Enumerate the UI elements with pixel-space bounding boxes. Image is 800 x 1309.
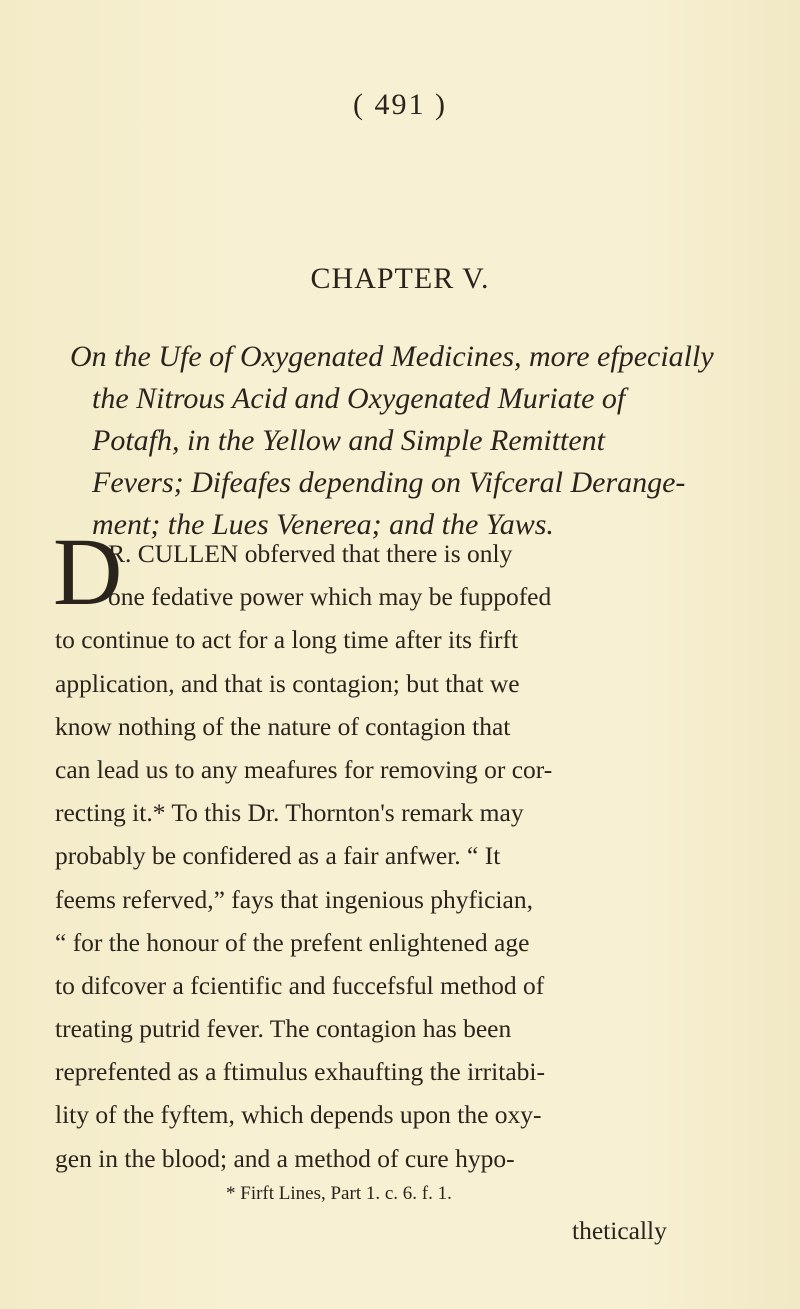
text-line: gen in the blood; and a method of cure hypo- xyxy=(55,1143,515,1173)
text-line: know nothing of the nature of contagion that xyxy=(55,711,511,741)
text-line: R. CULLEN obferved that there is only xyxy=(108,539,513,568)
subtitle-line: ment; the Lues Venerea; and the Yaws. xyxy=(92,508,554,541)
text-line: one fedative power which may be fuppofed xyxy=(108,582,552,612)
subtitle-line: On the Ufe of Oxygenated Medicines, more efpecially xyxy=(70,340,714,373)
text-line: lity of the fyftem, which depends upon the oxy- xyxy=(55,1100,542,1130)
text-line: treating putrid fever. The contagion has been xyxy=(55,1014,512,1044)
subtitle-line: the Nitrous Acid and Oxygenated Muriate of xyxy=(92,382,626,415)
page-number: ( 491 ) xyxy=(353,88,447,121)
chapter-heading: CHAPTER V. xyxy=(310,262,490,295)
text-line: “ for the honour of the prefent enlightened age xyxy=(55,927,530,957)
subtitle-line: Potafh, in the Yellow and Simple Remittent xyxy=(92,424,606,457)
text-line: probably be confidered as a fair anfwer. “ It xyxy=(55,841,501,871)
text-line: application, and that is contagion; but that we xyxy=(55,668,520,698)
drop-cap-letter: D xyxy=(53,518,123,625)
footnote: * Firft Lines, Part 1. c. 6. f. 1. xyxy=(226,1183,452,1204)
catchword: thetically xyxy=(572,1216,667,1245)
subtitle-line: Fevers; Difeafes depending on Vifceral Derange- xyxy=(92,466,686,499)
text-line: reprefented as a ftimulus exhaufting the irritabi- xyxy=(55,1057,545,1087)
text-line: can lead us to any meafures for removing or cor- xyxy=(55,754,553,784)
text-line: feems referved,” fays that ingenious phyfician, xyxy=(55,884,533,914)
text-line: recting it.* To this Dr. Thornton's remark may xyxy=(55,798,524,828)
chapter-subtitle xyxy=(70,336,720,546)
text-line: to difcover a fcientific and fuccefsful method of xyxy=(55,970,545,1000)
text-line: to continue to act for a long time after its firft xyxy=(55,625,519,655)
